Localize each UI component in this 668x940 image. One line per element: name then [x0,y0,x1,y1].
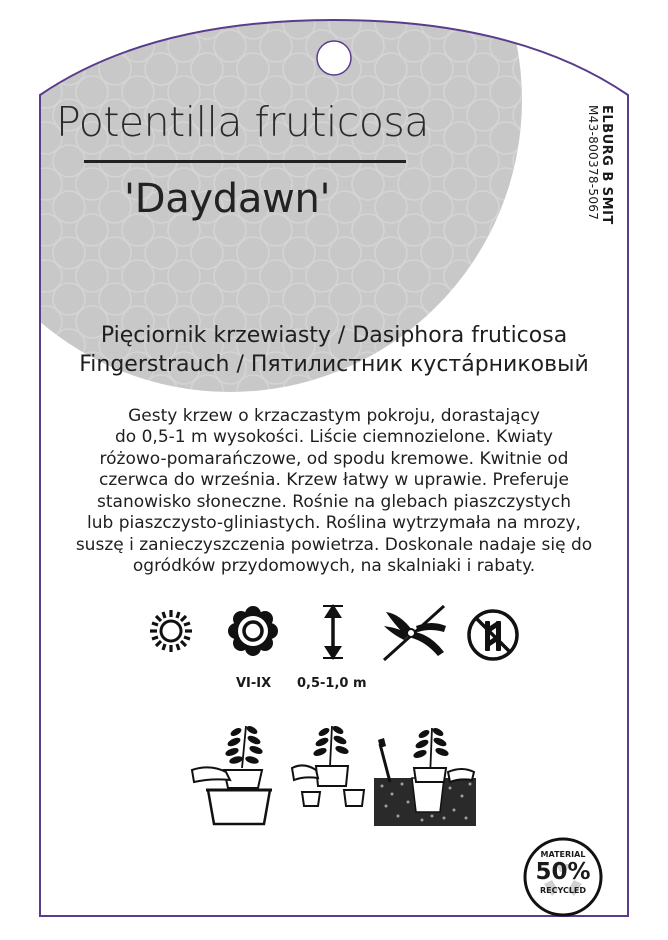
recycle-line1: MATERIAL [540,850,586,859]
description-line: stanowisko słoneczne. Rośnie na glebach piaszczystych [97,492,571,512]
description-line: suszę i zanieczyszczenia powietrza. Doskonale nadaje się do [75,535,593,555]
description-line: ogródków przydomowych, na skalniaki i rabaty. [132,556,536,576]
brand-name: ELBURG B SMIT [599,105,614,225]
remove-pot-icon [290,720,370,810]
no-pruning-icon [466,608,520,662]
flowering-period: VI-IX [236,676,272,691]
recycled-material-badge [522,836,604,918]
common-name-line: Fingerstrauch / Пятилистник кустáрниковый [79,352,589,377]
height-arrow-icon [320,604,346,660]
product-code: M43-800378-5067 [586,105,600,221]
recycle-percent: 50% [535,859,591,885]
description-line: Gesty krzew o krzaczastym pokroju, dorastający [128,406,540,426]
description-line: różowo-pomarańczowe, od spodu kremowe. Kwitnie od [99,449,569,469]
description-line: do 0,5-1 m wysokości. Liście ciemnozielone. Kwiaty [115,427,553,447]
common-name-line: Pięciornik krzewiasty / Dasiphora fruticosa [100,323,568,348]
botanical-name: Potentilla fruticosa [56,98,429,146]
plant-in-pot-icon [190,720,280,826]
plant-in-soil-icon [374,720,476,826]
hanging-hole [317,41,351,75]
description-line: lub piaszczysto-gliniastych. Roślina wytrzymała na mrozy, [87,513,581,533]
height-range: 0,5-1,0 m [297,676,367,691]
flower-icon [228,606,278,656]
sun-icon [148,608,194,654]
description-line: czerwca do września. Krzew łatwy w uprawie. Preferuje [99,470,569,490]
title-divider [84,160,406,163]
cultivar-name: 'Daydawn' [124,176,331,222]
pruning-shears-icon [380,604,448,662]
recycle-line3: RECYCLED [539,886,587,895]
